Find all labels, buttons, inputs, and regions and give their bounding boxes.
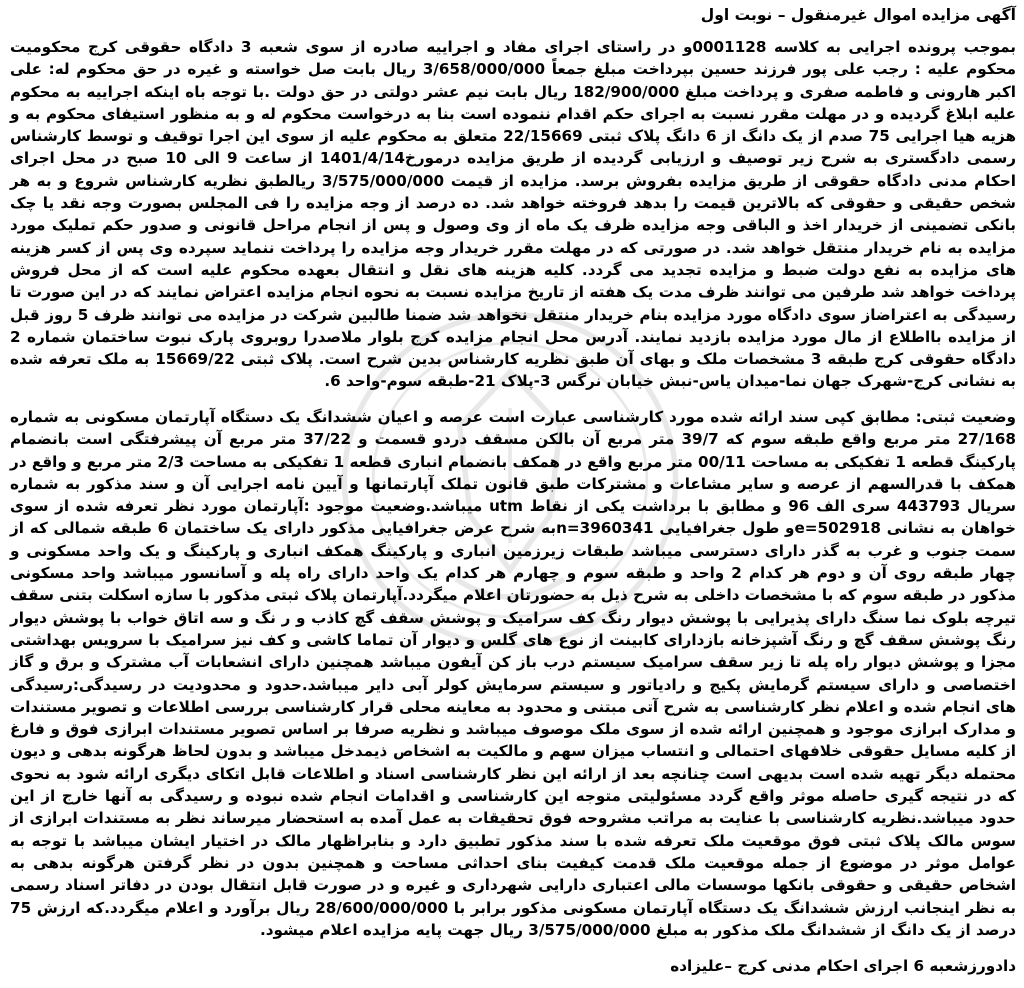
notice-paragraph-property-status: وضعیت ثبتی: مطابق کپی سند ارائه شده مورد کارشناسی عبارت است عرصه و اعیان ششدانگ یک دستگاه آپارتمان مسکونی به شماره 27/168 متر مربع واقع طبقه سوم که 39/7 متر مربع آن بالکن مسقف دردو قسمت و 37/22 متر مربع آن پیشرفتگی است بانضمام پارکینگ قطعه 1 تفکیکی به مساحت 00/11 متر مربع واقع در همکف بانضمام انباری قطعه 1 تفکیکی به مساحت 2/3 متر مربع و واقع در همکف با قدرالسهم از عرصه و سایر مشاعات و مشترکات طبق قانون تملک آپارتمانها و آیین نامه اجرایی آن و سند مذکور به شماره سریال 443793 سری الف 96 و مطابق با برداشت یکی از نقاط utm میباشد.وضعیت موجود :آپارتمان مورد نظر تعرفه شده از سوی خواهان به نشانی e=502918و طول جغرافیایی n=3960341به شرح عرض جغرافیایی مذکور دارای یک ساختمان 6 طبقه شمالی که از سمت جنوب و غرب به گذر دارای دسترسی میباشد طبقات زیرزمین انباری و پارکینگ همکف انباری و پارکینگ و یک واحد مسکونی و چهار طبقه روی آن و دوم هر کدام 2 واحد و طبقه سوم و چهارم هر کدام یک واحد دارای راه پله و آسانسور میباشد واحد مسکونی مذکور در طبقه سوم که با مشخصات داخلی به شرح ذیل به حضورتان اعلام میگردد.آپارتمان پلاک ثبتی مذکور با سازه اسکلت بتنی سقف تیرچه بلوک نما سنگ دارای پذیرایی با پوشش دیوار رنگ کف سرامیک و پوشش سقف گچ کاذب و ر نگ و سه اتاق خواب با پوشش دیوار رنگ پوشش سقف گچ و رنگ آشپزخانه بازدارای کابینت از نوع های گلس و دیوار آن تماما کاشی و کف نیز سرامیک با سرویس بهداشتی مجزا و پوشش دیوار راه پله تا زیر سقف سرامیک سیستم درب باز کن آیفون میباشد همچنین دارای انشعابات آب مشترک و برق و گاز اختصاصی و دارای سیستم گرمایش پکیج و رادیاتور و سیستم سرمایش کولر آبی دایر میباشد.حدود و محدودیت در رسیدگی:رسیدگی های انجام شده و اعلام نظر کارشناسی به شرح آتی مبتنی و محدود به معاینه محلی قرار کارشناسی بررسی اطلاعات و تصویر مستندات و مدارک ابرازی موجود و همچنین ارائه شده از سوی ملک موصوف میباشد و نظریه صرفا بر اساس تصویر مستندات ابرازی فوق و فارغ از کلیه مسایل حقوقی خلافهای احتمالی و انتساب میزان سهم و مالکیت به اشخاص ذیمدخل میباشد و بدون لحاظ هرگونه بدهی و دیون محتمله دیگر تهیه شده است بدیهی است چنانچه بعد از ارائه این نظر کارشناسی اسناد و اطلاعات قابل اتکای دیگری ارائه شود به نحوی که در نتیجه گیری حاصله موثر واقع گردد مسئولیتی متوجه این کارشناسی و اقدامات انجام شده نبوده و رسیدگی به آنها خارج از این حدود میباشد.نظریه کارشناسی با عنایت به مراتب مشروحه فوق تحقیقات به عمل آمده به استحضار میرساند نظر به مستندات ابرازی از سوس مالک پلاک ثبتی فوق موقعیت ملک تعرفه شده با سند مذکور تطبیق دارد و بنابراظهار مالک در اختیار ایشان میباشد با توجه به عوامل موثر در موضوع از جمله موقعیت ملک قدمت کیفیت بنای احداثی مساحت و همچنین بدون در نظر گرفتن هرگونه بدهی به اشخاص حقیقی و حقوقی بانکها موسسات مالی اعتباری دارایی شهرداری و غیره و در صورت قابل انتقال بودن در دفاتر اسناد رسمی به نظر اینجانب ارزش ششدانگ یک دستگاه آپارتمان مسکونی مذکور برابر با 28/600/000/000 ریال برآورد و اعلام میگردد.که ارزش 75 درصد از یک دانگ از ششدانگ ملک مذکور به مبلغ 3/575/000/000 ریال جهت پایه مزایده اعلام میشود. <box>10 408 1016 939</box>
notice-title: آگهی مزایده اموال غیرمنقول – نوبت اول <box>700 6 1016 24</box>
notice-paragraph-terms: بموجب پرونده اجرایی به کلاسه 0001128و در راستای اجرای مفاد و اجراییه صادره از سوی شعبه 3 دادگاه حقوقی کرج محکومیت محکوم علیه : رجب علی پور فرزند حسین بپرداخت مبلغ جمعاً 3/658/000/000 ریال بابت صل خواسته و غیره در حق محکوم له: علی اکبر هارونی و فاطمه صفری و پرداخت مبلغ 182/900/000 ریال بابت نیم عشر دولتی در حق دولت .با توجه باه اینکه اجراییه به محکوم علیه ابلاغ گردیده و در مهلت مقرر نسبت به اجرای حکم اقدام ننموده است بنا به درخواست محکوم له و به منظور استیفای محکوم به و هزیه هیا اجرایی 75 صدم از یک دانگ از 6 دانگ پلاک ثبتی 22/15669 متعلق به محکوم علیه از سوی این اجرا توقیف و توسط کارشناس رسمی دادگستری به شرح زیر توصیف و ارزیابی گردیده از طریق مزایده درمورخ1401/4/14 از ساعت 9 الی 10 صبح در محل اجرای احکام مدنی دادگاه حقوقی از طریق مزایده بفروش برسد. مزایده از قیمت 3/575/000/000 ریالطبق نظریه کارشناس شروع و به هر شخص حقیقی و حقوقی که بالاترین قیمت را بدهد فروخته خواهد شد. ده درصد از وجه مزایده را فی المجلس بصورت وجه نقد یا چک بانکی تضمینی از خریدار اخذ و الباقی وجه مزایده ظرف یک ماه از وی وصول و پس از انجام مراحل قانونی و صدور حکم تملیک مورد مزایده به نام خریدار منتقل خواهد شد. در صورتی که در مهلت مقرر خریدار وجه مزایده را پرداخت ننماید سپرده وی پس از کسر هزینه های مزایده به نفع دولت ضبط و مزایده تجدید می گردد. کلیه هزینه های نقل و انتقال بعهده محکوم علیه است که از محل فروش پرداخت خواهد شد طرفین می توانند ظرف مدت یک هفته از تاریخ مزایده نسبت به نحوه انجام مزایده اعتراض نمایند که در این صورت تا رسیدگی به اعتراضاز سوی دادگاه مورد مزایده بنام خریدار منتقل نخواهد شد ضمنا طالبین شرکت در مزایده می توانند ظرف 5 روز قبل از مزایده بااطلاع از مال مورد مزایده بازدید نمایند. آدرس محل انجام مزایده کرج بلوار ملاصدرا روبروی پارک نبوت ساختمان شماره 2 دادگاه حقوقی کرج طبقه 3 مشخصات ملک و بهای آن طبق نظریه کارشناس بدین شرح است. پلاک ثبتی 15669/22 به ملک تعرفه شده به نشانی کرج-شهرک جهان نما-میدان یاس-نبش خیابان نرگس 3-پلاک 21-طبقه سوم-واحد 6. <box>10 38 1017 391</box>
signature-line: دادورزشعبه 6 اجرای احکام مدنی کرج –علیزاده <box>670 957 1016 975</box>
